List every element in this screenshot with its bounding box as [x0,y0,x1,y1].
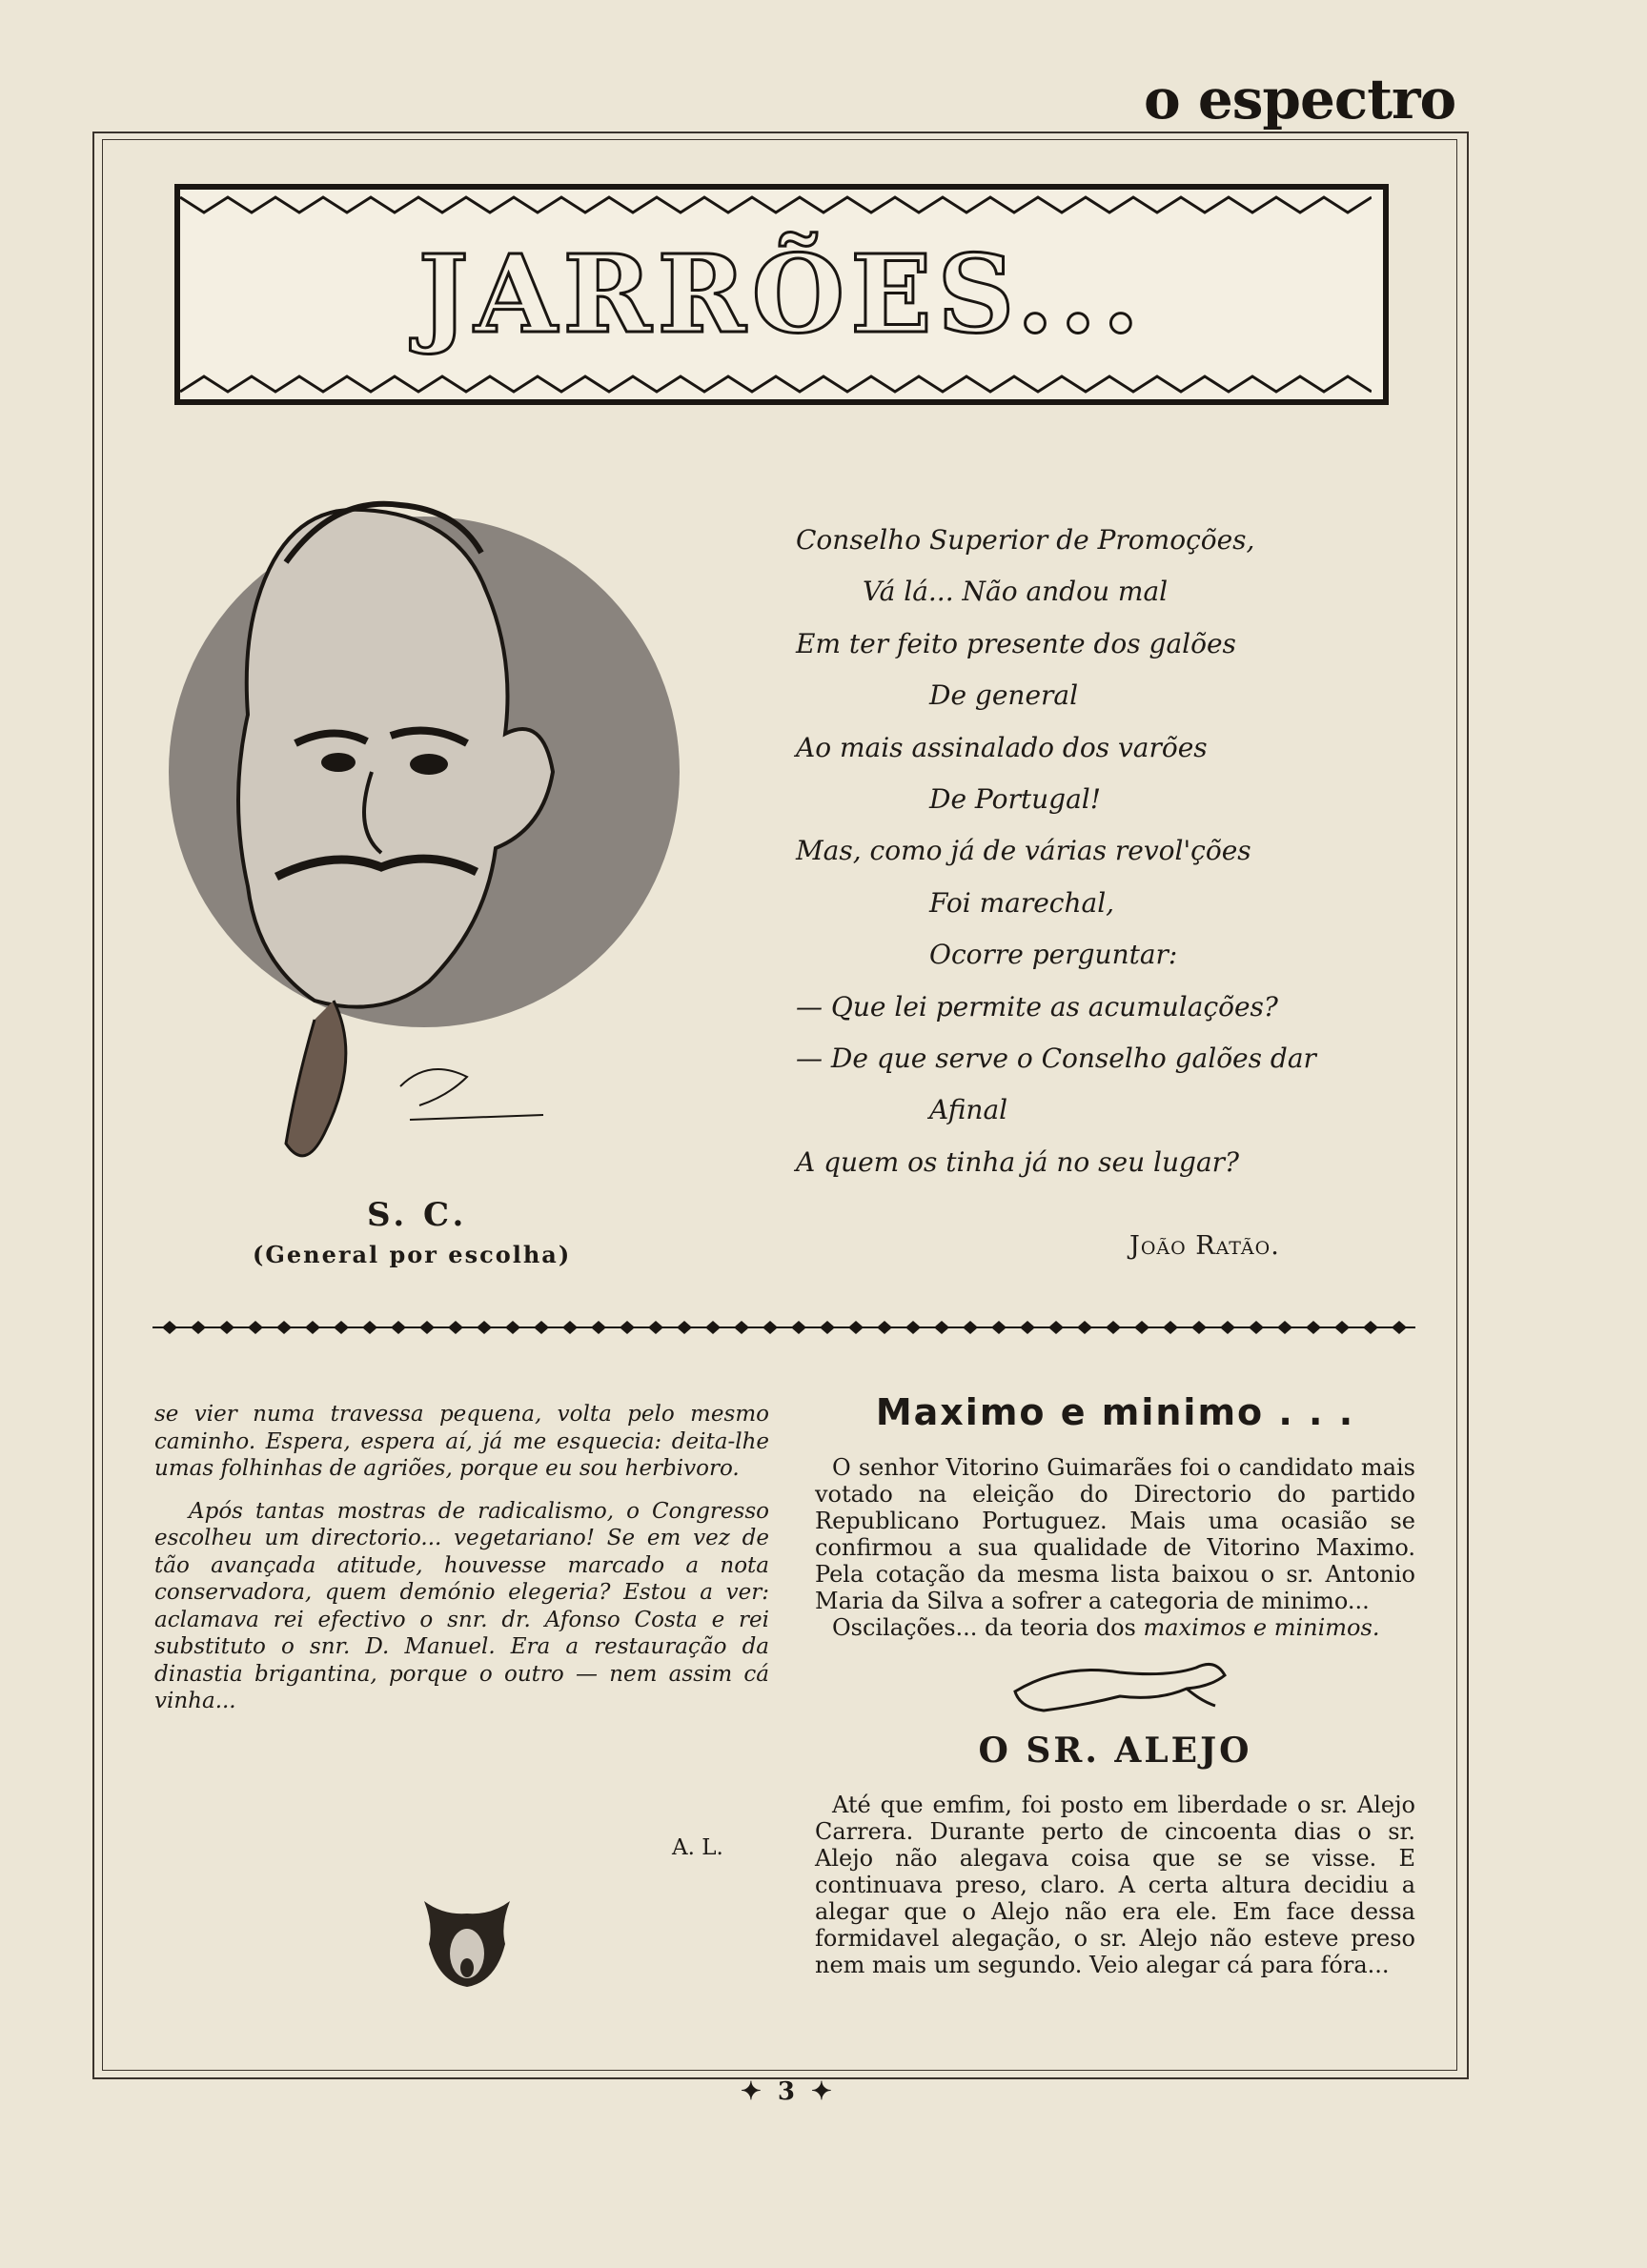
portrait-subtitle: (General por escolha) [253,1241,572,1268]
leaping-figure-ornament [815,1649,1415,1725]
right-column [815,1391,1415,1978]
zigzag-border-bottom [180,373,1372,394]
zigzag-border-top [180,195,1372,216]
poem-line: — Que lei permite as acumulações? [796,990,1278,1023]
paragraph: O senhor Vitorino Guimarães foi o candidato mais votado na eleição do Directorio do partido Republicano Portuguez. Mais uma ocasião se confirmou a sua qualidade de Vitorino Maximo. Pela cotação da mesma lista baixou o sr. Antonio Maria da Silva a sofrer a categoria de minimo... [815,1454,1415,1614]
poem-signature: João Ratão. [1129,1231,1280,1261]
page-title: JARRÕES... [417,232,1146,357]
poem-line: Vá lá... Não andou mal [863,576,1169,608]
page-number: ✦ 3 ✦ [741,2077,836,2106]
poem-line: De Portugal! [929,783,1101,816]
poem-line: Conselho Superior de Promoções, [796,524,1255,556]
paragraph-continuation [815,1614,1415,1641]
ornamental-divider [152,1317,1415,1338]
left-signature: A. L. [672,1835,723,1860]
paragraph: Após tantas mostras de radicalismo, o Congresso escolheu um directorio... vegetariano! Se em vez de tão avançada atitude, houvesse marcado a nota conservadora, quem demónio elegeria? Estou a ver: aclamava rei efectivo o snr. dr. Afonso Costa e rei substituto o snr. D. Manuel. Era a restauração da dinastia brigantina, porque o outro — nem assim cá vinha... [154,1498,769,1713]
poem-line: Foi marechal, [929,886,1115,919]
left-column [154,1401,769,1715]
poem-line: Mas, como já de várias revol'ções [796,835,1251,867]
poem-line: — De que serve o Conselho galões dar [796,1043,1316,1075]
caricature-portrait [143,486,715,1182]
poem-line: Ao mais assinalado dos varões [796,731,1208,763]
text-span: Oscilações... da teoria dos [832,1614,1144,1641]
section-heading-maximo: Maximo e minimo . . . [875,1391,1355,1433]
paragraph: Até que emfim, foi posto em liberdade o sr. Alejo Carrera. Durante perto de cincoenta dias o sr. Alejo não alegava coisa que se se visse. E continuava preso, claro. A certa altura decidiu a alegar que o Alejo não era ele. Em face dessa formidavel alegação, o sr. Alejo não esteve preso nem mais um segundo. Veio alegar cá para fóra... [815,1792,1415,1978]
poem-line: De general [929,679,1079,712]
poem-line: Afinal [929,1094,1008,1126]
portrait-name: S. C. [367,1196,468,1234]
section-heading-alejo: O SR. ALEJO [978,1731,1252,1771]
mask-illustration [415,1896,519,1992]
poem-line: A quem os tinha já no seu lugar? [796,1145,1240,1178]
text-span-italic: maximos e minimos. [1143,1614,1380,1641]
poem-line: Ocorre perguntar: [929,939,1178,971]
poem [796,515,1406,1188]
masthead: o espectro [1144,67,1456,132]
title-banner [174,184,1389,405]
poem-line: Em ter feito presente dos galões [796,627,1236,659]
paragraph: se vier numa travessa pequena, volta pelo mesmo caminho. Espera, espera aí, já me esquecia: deita-lhe umas folhinhas de agriões, porque eu sou herbivoro. [154,1402,769,1481]
